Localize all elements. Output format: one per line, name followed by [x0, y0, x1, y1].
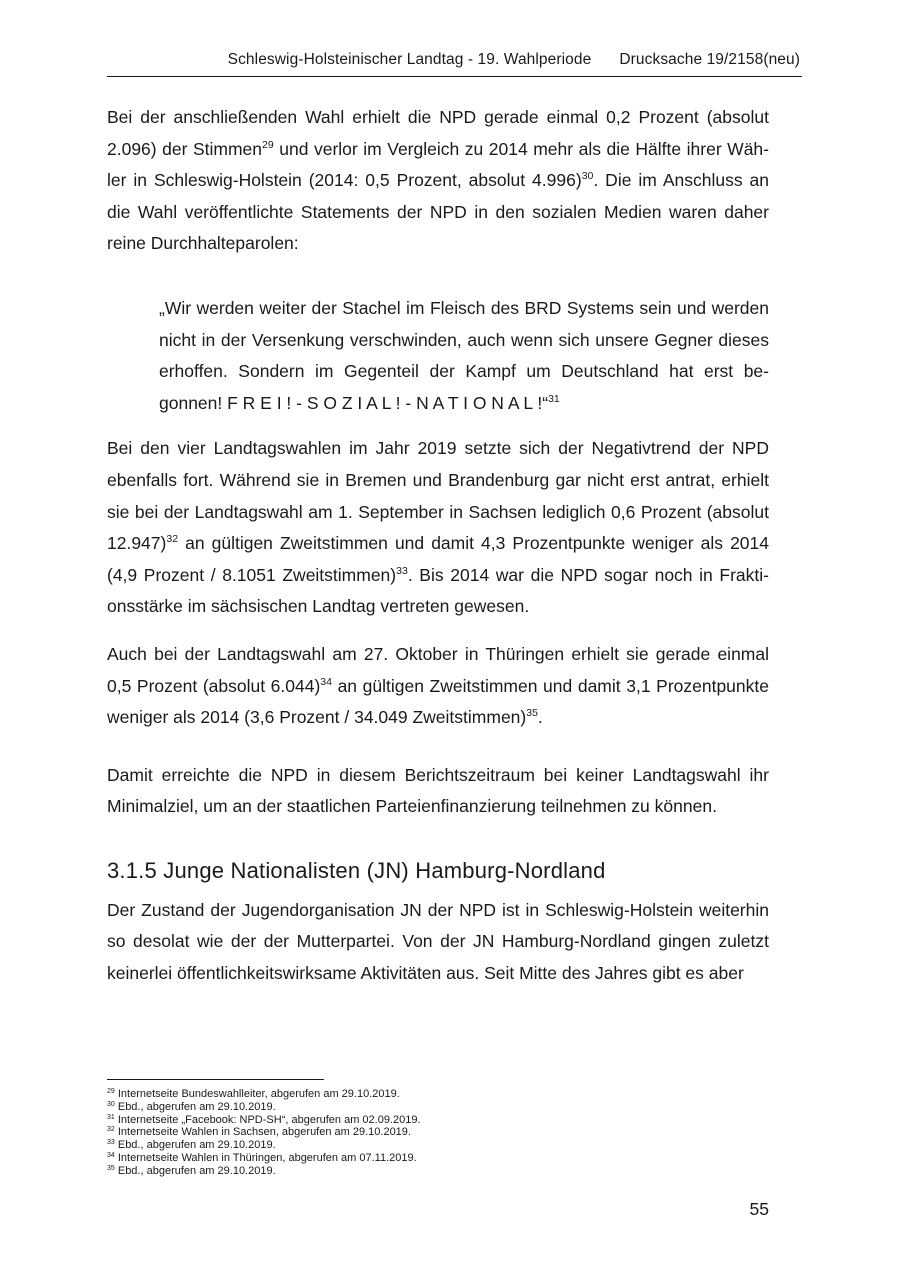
footnote-ref-29[interactable]: 29: [262, 138, 274, 151]
block-quote: „Wir werden weiter der Stachel im Fleisch des BRD Systems sein und werden nicht in der Versenkung verschwinden, auch wenn sich unsere Gegner dieses erhoffen. Sondern im Gegenteil der Kampf um Deutschland hat erst begonnen! F R E I ! - S O Z I A L ! - N A T I O N A L !“$^{31}$: [159, 297, 769, 413]
paragraph-jn-hamburg-nordland: Der Zustand der Jugendorganisation JN der NPD ist in Schleswig-Holstein weiterhin so desolat wie der der Mutterpartei. Von der JN Hamburg-Nordland gingen zuletzt keinerlei öffentlichkeitswirksame Aktivitäten aus. Seit Mitte des Jahres gibt es aber: [107, 899, 769, 984]
main-content: [107, 102, 769, 990]
footnote-ref-35[interactable]: 35: [526, 707, 538, 720]
page-number: 55: [749, 1199, 769, 1219]
footnote-item: $^{31}$ Internetseite „Facebook: NPD-SH“, abgerufen am 02.09.2019.: [107, 1113, 421, 1126]
footnote-item: $^{29}$ Internetseite Bundeswahlleiter, abgerufen am 29.10.2019.: [107, 1088, 400, 1100]
header-divider: [107, 76, 802, 77]
paragraph-landtag-elections-2019: Bei den vier Landtagswahlen im Jahr 2019 setzte sich der Negativtrend der NPD ebenfalls fort. Während sie in Bremen und Brandenburg gar nicht erst antrat, erhielt sie bei der Landtagswahl am 1. September in Sachsen lediglich 0,6 Prozent (absolut 12.947)$^{32}$ an gültigen Zweitstimmen und damit 4,3 Prozentpunkte weniger als 2014 (4,9 Prozent / 8.1051 Zweitstimmen)$^{33}$. Bis 2014 war die NPD sogar noch in Fraktionsstärke im sächsischen Landtag vertreten gewesen.: [107, 438, 769, 617]
footnote-item: $^{35}$ Ebd., abgerufen am 29.10.2019.: [107, 1164, 276, 1177]
footnote-item: $^{33}$ Ebd., abgerufen am 29.10.2019.: [107, 1139, 276, 1152]
header-document-number: Drucksache 19/2158(neu): [619, 51, 800, 68]
paragraph-thueringen: Auch bei der Landtagswahl am 27. Oktober in Thüringen erhielt sie gerade einmal 0,5 Prozent (absolut 6.044)$^{34}$ an gültigen Zweitstimmen und damit 3,1 Prozentpunkte weniger als 2014 (3,6 Prozent / 34.049 Zweitstimmen)$^{35}$.: [107, 643, 769, 728]
footnote-ref-30[interactable]: 30: [581, 170, 594, 183]
footnote-ref-31[interactable]: 31: [548, 392, 560, 405]
paragraph-minimal-goal: Damit erreichte die NPD in diesem Berichtszeitraum bei keiner Landtagswahl ihr Minimalziel, um an der staatlichen Parteienfinanzierung teilnehmen zu können.: [107, 764, 769, 817]
footnote-item: $^{34}$ Internetseite Wahlen in Thüringen, abgerufen am 07.11.2019.: [107, 1151, 417, 1164]
footnote-ref-32[interactable]: 32: [166, 533, 179, 546]
footnote-item: $^{32}$ Internetseite Wahlen in Sachsen, abgerufen am 29.10.2019.: [107, 1126, 411, 1139]
running-header: [107, 51, 800, 69]
section-heading: 3.1.5 Junge Nationalisten (JN) Hamburg-Nordland: [107, 857, 606, 883]
header-title: Schleswig-Holsteinischer Landtag - 19. Wahlperiode: [227, 51, 592, 68]
footnote-item: $^{30}$ Ebd., abgerufen am 29.10.2019.: [107, 1100, 276, 1113]
footnote-ref-33[interactable]: 33: [396, 564, 408, 577]
footnote-divider: [107, 1079, 324, 1080]
paragraph-npd-election-result: Bei der anschließenden Wahl erhielt die NPD gerade einmal 0,2 Prozent (absolut 2.096) der Stimmen$^{29}$ und verlor im Vergleich zu 2014 mehr als die Hälfte ihrer Wähler in Schleswig-Holstein (2014: 0,5 Prozent, absolut 4.996)$^{30}$. Die im Anschluss an die Wahl veröffentlichte Statements der NPD in den sozialen Medien waren daher reine Durchhalteparolen:: [107, 107, 769, 254]
footnotes: [107, 1088, 769, 1178]
footnote-ref-34[interactable]: 34: [320, 675, 332, 688]
